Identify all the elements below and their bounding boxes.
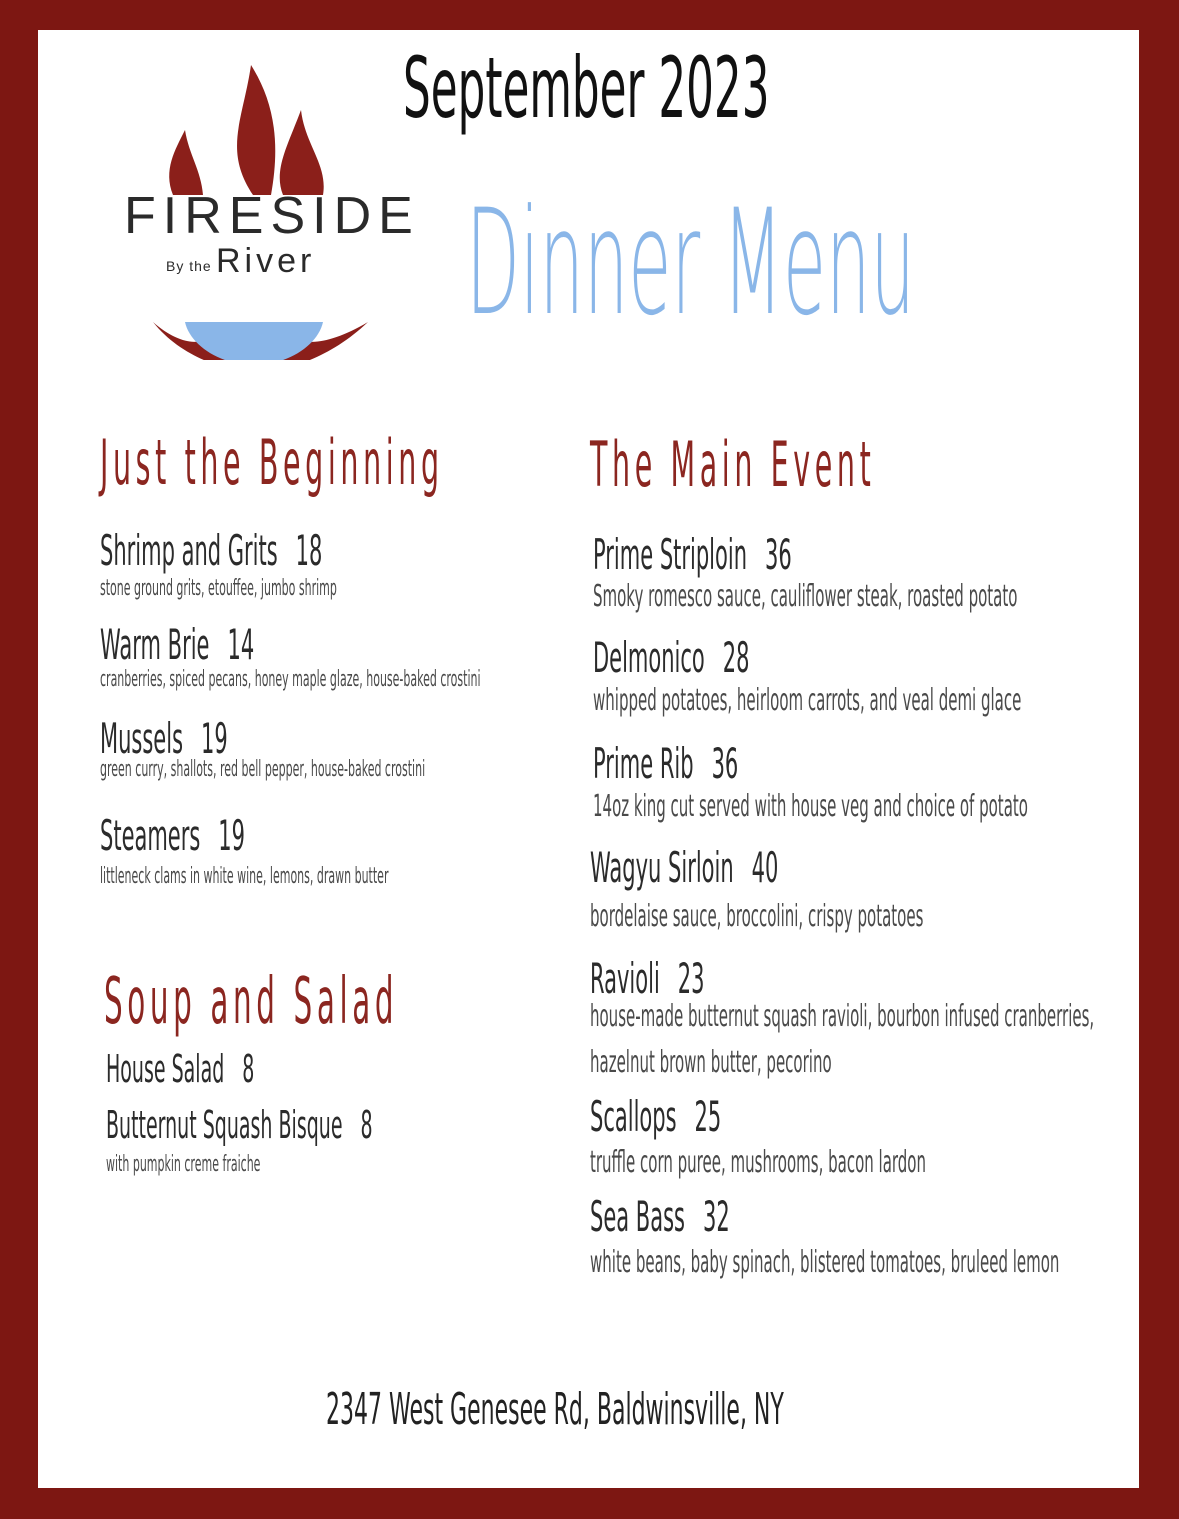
item-price: 25 — [694, 1092, 722, 1141]
logo-by: By the — [166, 258, 212, 274]
item-name: Prime Rib — [593, 739, 694, 788]
item-name: Steamers — [100, 811, 201, 860]
item-price: 19 — [201, 714, 228, 763]
restaurant-address: 2347 West Genesee Rd, Baldwinsville, NY — [326, 1384, 784, 1435]
item-description: cranberries, spiced pecans, honey maple glaze, house-baked crostini — [100, 667, 481, 692]
item-name: Butternut Squash Bisque — [106, 1103, 343, 1147]
item-name: Shrimp and Grits — [100, 526, 278, 575]
item-name: Warm Brie — [100, 620, 210, 669]
item-description: with pumpkin creme fraiche — [106, 1152, 261, 1177]
item-price: 36 — [765, 530, 792, 579]
item-price: 8 — [360, 1103, 373, 1147]
item-price: 23 — [677, 954, 705, 1003]
flame-right — [280, 110, 324, 195]
item-price: 36 — [711, 739, 739, 788]
item-price: 32 — [702, 1192, 730, 1241]
section-heading-mains: The Main Event — [590, 428, 876, 501]
item-description-continued: hazelnut brown butter, pecorino — [590, 1045, 832, 1080]
item-description: green curry, shallots, red bell pepper, house-baked crostini — [100, 757, 426, 782]
item-description: truffle corn puree, mushrooms, bacon lardon — [590, 1145, 926, 1180]
item-description: littleneck clams in white wine, lemons, drawn butter — [100, 864, 389, 889]
item-name: Sea Bass — [590, 1192, 685, 1241]
item-price: 19 — [218, 811, 246, 860]
item-description: white beans, baby spinach, blistered tomatoes, bruleed lemon — [590, 1245, 1060, 1280]
item-description: bordelaise sauce, broccolini, crispy potatoes — [590, 899, 924, 934]
section-heading-starters: Just the Beginning — [100, 426, 444, 499]
item-name: Delmonico — [593, 633, 705, 682]
item-description: 14oz king cut served with house veg and choice of potato — [593, 789, 1028, 824]
item-price: 40 — [751, 843, 779, 892]
item-description: stone ground grits, etouffee, jumbo shrimp — [100, 576, 337, 601]
item-price: 8 — [242, 1047, 255, 1091]
menu-page — [38, 30, 1139, 1488]
flame-left — [237, 65, 275, 195]
flame-mid-left — [169, 130, 203, 195]
item-name: Prime Striploin — [593, 530, 748, 579]
menu-title: Dinner Menu — [466, 178, 915, 348]
item-description: house-made butternut squash ravioli, bourbon infused cranberries, — [590, 999, 1095, 1034]
item-name: House Salad — [106, 1047, 225, 1091]
item-name: Ravioli — [590, 954, 660, 1003]
logo-name: FIRESIDE — [124, 187, 420, 245]
item-name: Wagyu Sirloin — [590, 843, 734, 892]
item-price: 28 — [722, 633, 750, 682]
item-price: 14 — [227, 620, 255, 669]
item-description: Smoky romesco sauce, cauliflower steak, roasted potato — [593, 579, 1018, 614]
section-heading-soup-salad: Soup and Salad — [104, 965, 399, 1039]
menu-month: September 2023 — [403, 39, 770, 137]
item-name: Scallops — [590, 1092, 677, 1141]
item-name: Mussels — [100, 714, 184, 763]
logo-river: River — [216, 242, 316, 280]
item-price: 18 — [295, 526, 323, 575]
item-description: whipped potatoes, heirloom carrots, and veal demi glace — [593, 683, 1022, 718]
